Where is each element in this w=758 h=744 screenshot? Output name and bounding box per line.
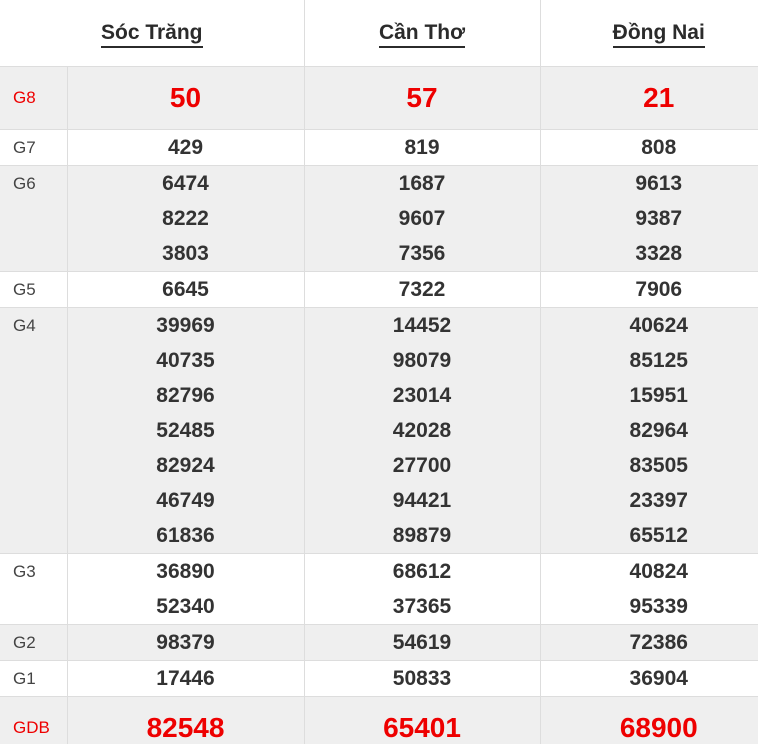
prize-values-cell (540, 308, 758, 554)
column-header-soc-trang[interactable] (0, 0, 304, 67)
prize-value: 819 (304, 130, 540, 166)
column-header-label[interactable]: Cần Thơ (379, 21, 465, 48)
prize-label-g4: G4 (0, 308, 67, 554)
table-row-g6 (0, 166, 758, 272)
prize-value: 6645 (67, 272, 304, 308)
prize-value: 7906 (540, 272, 758, 308)
prize-label-gdb: GDB (0, 697, 67, 744)
table-row-g8 (0, 67, 758, 130)
prize-values-cell (67, 166, 304, 272)
prize-value: 8222 (162, 207, 209, 230)
prize-value: 57 (304, 67, 540, 130)
prize-value: 39969 (156, 314, 215, 337)
prize-values-cell (304, 554, 540, 625)
prize-value: 6474 (162, 172, 209, 195)
prize-value: 9607 (398, 207, 446, 230)
prize-value: 50833 (304, 661, 540, 697)
prize-value: 27700 (392, 454, 452, 477)
prize-label-g1: G1 (0, 661, 67, 697)
table-row-gdb (0, 697, 758, 744)
prize-value: 82964 (629, 419, 688, 442)
table-row-g5 (0, 272, 758, 308)
prize-value: 40624 (629, 314, 688, 337)
prize-value: 82548 (67, 697, 304, 744)
column-header-label[interactable]: Sóc Trăng (101, 21, 203, 48)
prize-value: 89879 (392, 524, 452, 547)
prize-value: 83505 (629, 454, 688, 477)
prize-value: 40735 (156, 349, 215, 372)
prize-value: 17446 (67, 661, 304, 697)
header-row (0, 0, 758, 67)
prize-value: 9387 (635, 207, 683, 230)
prize-values-cell (304, 308, 540, 554)
column-header-dong-nai[interactable] (540, 0, 758, 67)
prize-value: 7356 (398, 242, 446, 265)
prize-value: 1687 (398, 172, 446, 195)
prize-value: 14452 (392, 314, 452, 337)
prize-value: 36904 (540, 661, 758, 697)
prize-value: 36890 (156, 560, 215, 583)
prize-value: 9613 (635, 172, 683, 195)
prize-value: 37365 (392, 595, 452, 618)
prize-value: 23014 (392, 384, 452, 407)
prize-label-g8: G8 (0, 67, 67, 130)
prize-value: 52485 (156, 419, 215, 442)
prize-label-g7: G7 (0, 130, 67, 166)
prize-value: 68612 (392, 560, 452, 583)
prize-value: 65512 (629, 524, 688, 547)
prize-value: 72386 (540, 625, 758, 661)
prize-value: 85125 (629, 349, 688, 372)
table-row-g3 (0, 554, 758, 625)
prize-label-g6: G6 (0, 166, 67, 272)
prize-value: 98379 (67, 625, 304, 661)
prize-values-cell (540, 554, 758, 625)
table-row-g4 (0, 308, 758, 554)
prize-value: 15951 (629, 384, 688, 407)
prize-label-g3: G3 (0, 554, 67, 625)
prize-value: 94421 (392, 489, 452, 512)
prize-value: 42028 (392, 419, 452, 442)
table-row-g7 (0, 130, 758, 166)
prize-values-cell (304, 166, 540, 272)
table-row-g1 (0, 661, 758, 697)
prize-value: 54619 (304, 625, 540, 661)
prize-value: 50 (67, 67, 304, 130)
column-header-can-tho[interactable] (304, 0, 540, 67)
prize-value: 61836 (156, 524, 215, 547)
column-header-label[interactable]: Đồng Nai (613, 21, 705, 48)
prize-value: 68900 (540, 697, 758, 744)
prize-value: 7322 (304, 272, 540, 308)
prize-value: 429 (67, 130, 304, 166)
prize-values-cell (67, 308, 304, 554)
prize-label-g2: G2 (0, 625, 67, 661)
prize-value: 3328 (635, 242, 683, 265)
table-row-g2 (0, 625, 758, 661)
prize-value: 98079 (392, 349, 452, 372)
prize-values-cell (540, 166, 758, 272)
prize-values-cell (67, 554, 304, 625)
prize-value: 21 (540, 67, 758, 130)
prize-value: 46749 (156, 489, 215, 512)
prize-value: 3803 (162, 242, 209, 265)
prize-value: 40824 (629, 560, 688, 583)
prize-value: 808 (540, 130, 758, 166)
prize-value: 23397 (629, 489, 688, 512)
prize-value: 95339 (629, 595, 688, 618)
prize-label-g5: G5 (0, 272, 67, 308)
prize-value: 82924 (156, 454, 215, 477)
prize-value: 65401 (304, 697, 540, 744)
prize-value: 52340 (156, 595, 215, 618)
prize-value: 82796 (156, 384, 215, 407)
